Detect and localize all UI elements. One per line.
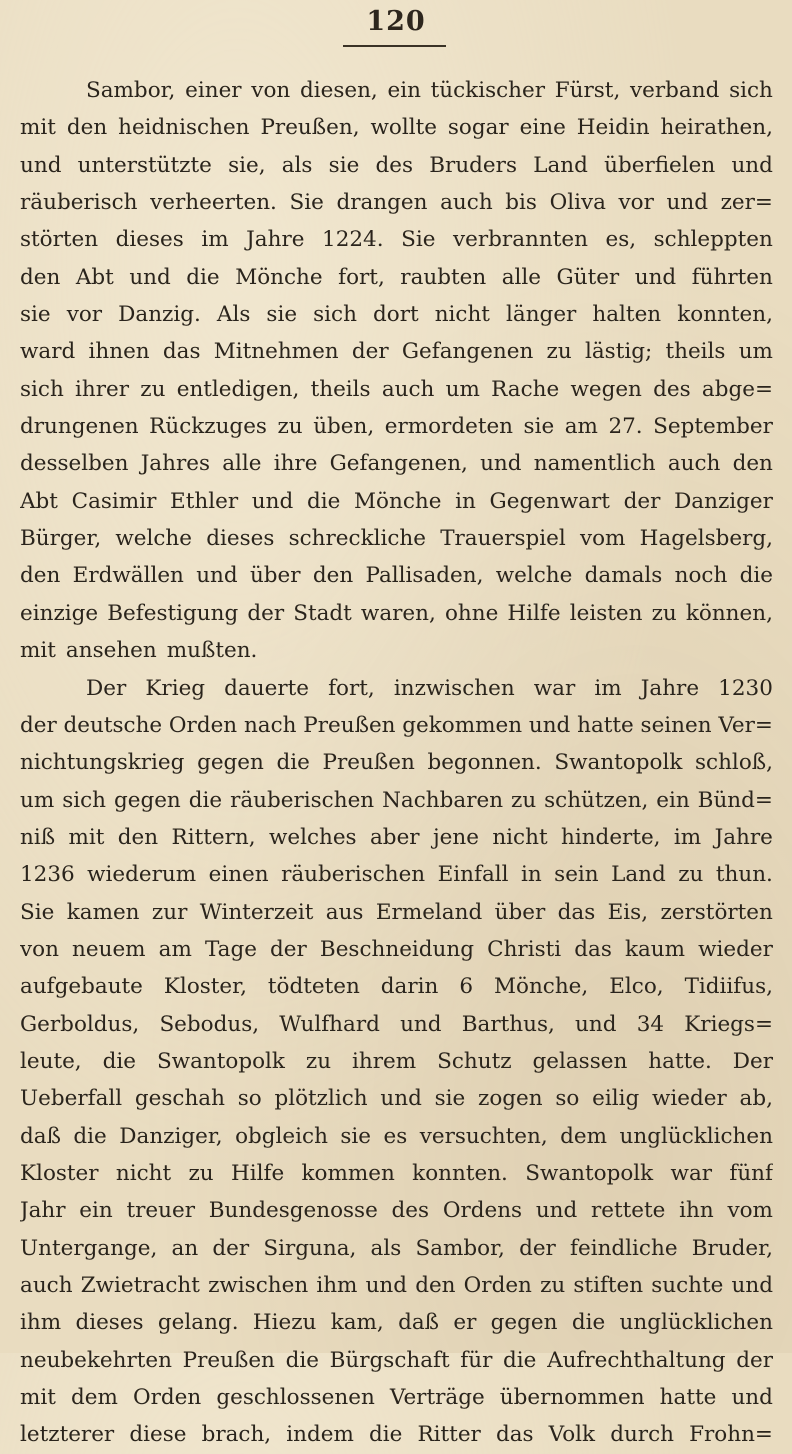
text-line: aufgebaute Kloster, tödteten darin 6 Mönche, Elco, Tidiifus, bbox=[20, 974, 773, 1000]
text-line: Untergange, an der Sirguna, als Sambor, der feindliche Bruder, bbox=[20, 1235, 773, 1261]
text-line: niß mit den Rittern, welches aber jene nicht hinderte, im Jahre bbox=[20, 824, 773, 850]
text-line: Jahr ein treuer Bundesgenosse des Ordens und rettete ihn vom bbox=[20, 1198, 773, 1224]
text-line: Sie kamen zur Winterzeit aus Ermeland über das Eis, zerstörten bbox=[20, 899, 773, 925]
body-text bbox=[20, 72, 773, 1454]
text-line: Sambor, einer von diesen, ein tückischer Fürst, verband sich bbox=[86, 78, 773, 103]
paragraph bbox=[20, 670, 773, 1454]
text-line: räuberisch verheerten. Sie drangen auch bis Oliva vor und zer= bbox=[20, 190, 773, 216]
text-line: auch Zwietracht zwischen ihm und den Orden zu stiften suchte und bbox=[20, 1273, 773, 1298]
text-line: leute, die Swantopolk zu ihrem Schutz gelassen hatte. Der bbox=[20, 1048, 773, 1074]
text-line: und unterstützte sie, als sie des Bruders Land überfielen und bbox=[20, 152, 773, 178]
text-line: Ueberfall geschah so plötzlich und sie zogen so eilig wieder ab, bbox=[20, 1086, 773, 1112]
text-line: einzige Befestigung der Stadt waren, ohne Hilfe leisten zu können, bbox=[20, 600, 773, 626]
text-line: ihm dieses gelang. Hiezu kam, daß er gegen die unglücklichen bbox=[20, 1310, 773, 1336]
text-line: Abt Casimir Ethler und die Mönche in Gegenwart der Danziger bbox=[20, 488, 773, 514]
text-line: störten dieses im Jahre 1224. Sie verbrannten es, schleppten bbox=[20, 227, 773, 253]
text-line: 1236 wiederum einen räuberischen Einfall in sein Land zu thun. bbox=[20, 862, 773, 888]
text-line: den Abt und die Mönche fort, raubten alle Güter und führten bbox=[20, 264, 773, 290]
page-number: 120 bbox=[366, 6, 426, 37]
text-line: mit ansehen mußten. bbox=[20, 638, 258, 664]
paragraph bbox=[20, 72, 773, 670]
text-line: mit den heidnischen Preußen, wollte sogar eine Heidin heirathen, bbox=[20, 115, 773, 141]
text-line: desselben Jahres alle ihre Gefangenen, und namentlich auch den bbox=[20, 451, 773, 477]
text-line: der deutsche Orden nach Preußen gekommen und hatte seinen Ver= bbox=[20, 712, 773, 738]
text-line: mit dem Orden geschlossenen Verträge übernommen hatte und bbox=[20, 1385, 773, 1411]
header-rule bbox=[343, 45, 446, 47]
text-line: Bürger, welche dieses schreckliche Trauerspiel vom Hagelsberg, bbox=[20, 526, 773, 552]
text-line: Kloster nicht zu Hilfe kommen konnten. Swantopolk war fünf bbox=[20, 1160, 773, 1186]
text-line: ward ihnen das Mitnehmen der Gefangenen zu lästig; theils um bbox=[20, 339, 773, 365]
text-line: den Erdwällen und über den Pallisaden, welche damals noch die bbox=[20, 563, 773, 589]
text-line: daß die Danziger, obgleich sie es versuchten, dem unglücklichen bbox=[20, 1123, 773, 1149]
text-line: Der Krieg dauerte fort, inzwischen war im Jahre 1230 bbox=[86, 675, 773, 701]
text-line: letzterer diese brach, indem die Ritter das Volk durch Frohn= bbox=[20, 1422, 773, 1448]
text-line: von neuem am Tage der Beschneidung Christi das kaum wieder bbox=[20, 936, 773, 962]
text-line: neubekehrten Preußen die Bürgschaft für die Aufrechthaltung der bbox=[20, 1347, 773, 1373]
text-line: sich ihrer zu entledigen, theils auch um Rache wegen des abge= bbox=[20, 376, 773, 402]
text-line: drungenen Rückzuges zu üben, ermordeten sie am 27. September bbox=[20, 414, 773, 440]
text-line: nichtungskrieg gegen die Preußen begonnen. Swantopolk schloß, bbox=[20, 750, 773, 776]
text-line: Gerboldus, Sebodus, Wulfhard und Barthus, und 34 Kriegs= bbox=[20, 1011, 773, 1037]
text-line: um sich gegen die räuberischen Nachbaren zu schützen, ein Bünd= bbox=[20, 787, 773, 813]
text-line: sie vor Danzig. Als sie sich dort nicht länger halten konnten, bbox=[20, 302, 773, 328]
